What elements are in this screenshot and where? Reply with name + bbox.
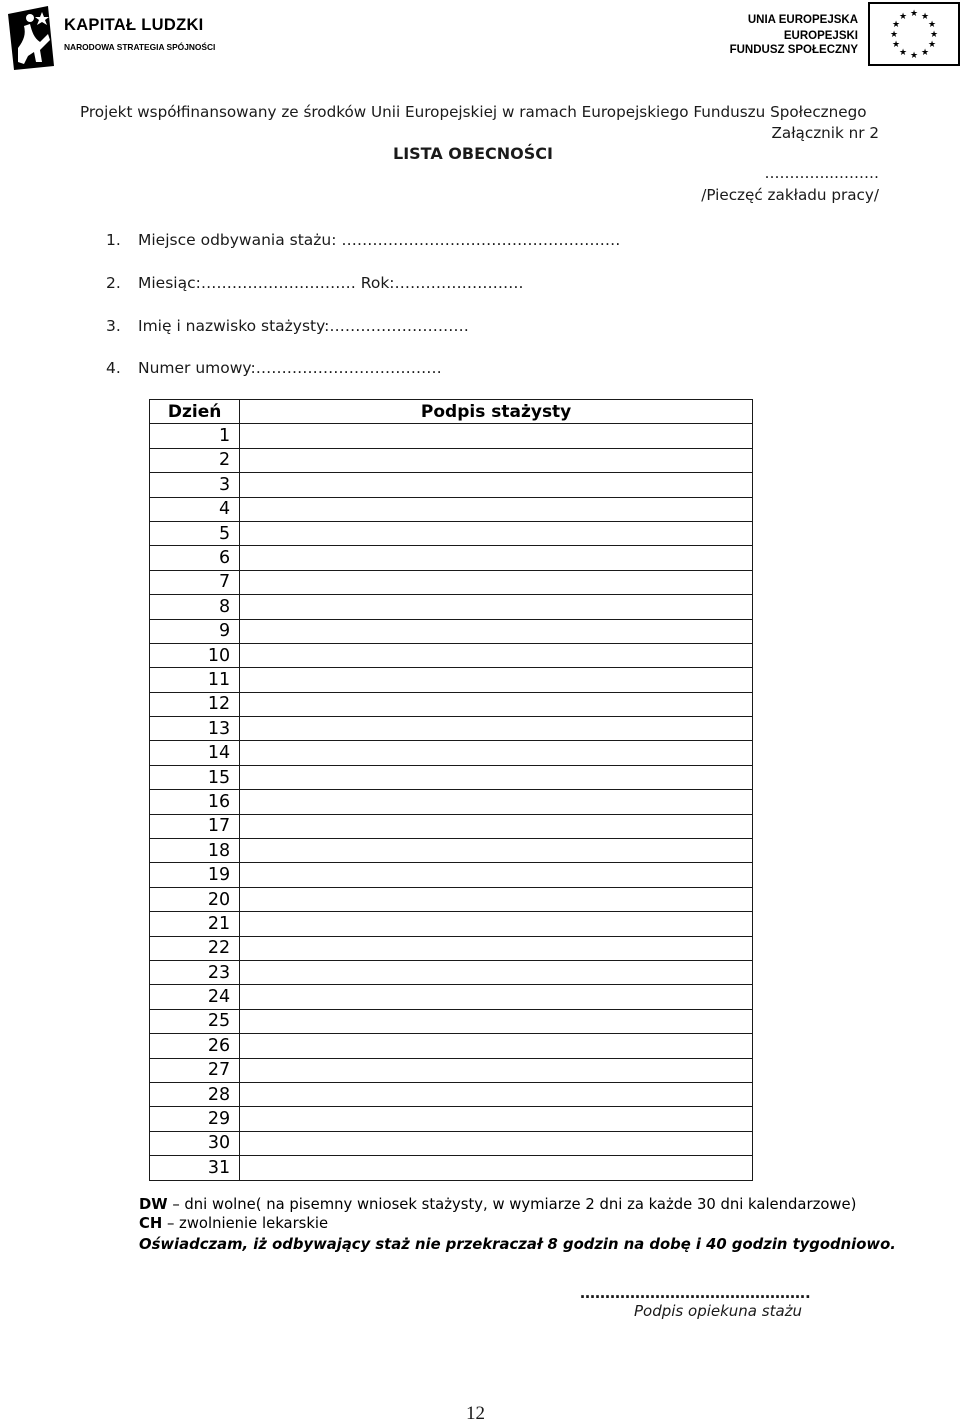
day-number-cell: 2 xyxy=(150,448,240,472)
day-number-cell: 3 xyxy=(150,473,240,497)
legend-dw-code: DW xyxy=(139,1196,168,1213)
day-number-cell: 29 xyxy=(150,1107,240,1131)
day-number-cell: 17 xyxy=(150,814,240,838)
field-number: 2. xyxy=(106,274,121,292)
svg-text:★: ★ xyxy=(891,40,901,50)
eu-line-1: UNIA EUROPEJSKA xyxy=(747,14,858,26)
table-row xyxy=(150,619,753,643)
day-number-cell: 13 xyxy=(150,717,240,741)
signature-cell[interactable] xyxy=(240,839,753,863)
kapital-ludzki-title: KAPITAŁ LUDZKI xyxy=(64,16,204,34)
svg-text:★: ★ xyxy=(891,20,901,30)
field-number: 3. xyxy=(106,317,121,335)
field-internship-place xyxy=(106,231,620,249)
signature-cell[interactable] xyxy=(240,619,753,643)
table-row xyxy=(150,448,753,472)
signature-cell[interactable] xyxy=(240,1034,753,1058)
field-intern-name xyxy=(106,317,469,335)
table-row xyxy=(150,814,753,838)
day-number-cell: 24 xyxy=(150,985,240,1009)
day-number-cell: 7 xyxy=(150,570,240,594)
day-number-cell: 12 xyxy=(150,692,240,716)
signature-cell[interactable] xyxy=(240,887,753,911)
svg-text:★: ★ xyxy=(898,48,908,58)
signature-cell[interactable] xyxy=(240,790,753,814)
table-row xyxy=(150,424,753,448)
day-number-cell: 20 xyxy=(150,887,240,911)
kapital-ludzki-subtitle: NARODOWA STRATEGIA SPÓJNOŚCI xyxy=(64,42,216,52)
signature-cell[interactable] xyxy=(240,1009,753,1033)
svg-text:★: ★ xyxy=(927,20,937,30)
field-month-year xyxy=(106,274,523,292)
signature-cell[interactable] xyxy=(240,448,753,472)
column-header-signature: Podpis stażysty xyxy=(240,400,753,424)
day-number-cell: 19 xyxy=(150,863,240,887)
field-text: Numer umowy:……………………………… xyxy=(138,359,442,377)
column-header-day: Dzień xyxy=(150,400,240,424)
table-row xyxy=(150,1058,753,1082)
stamp-label: /Pieczęć zakładu pracy/ xyxy=(701,186,879,204)
supervisor-signature-label: Podpis opiekuna stażu xyxy=(634,1302,803,1320)
table-row xyxy=(150,473,753,497)
field-text: Imię i nazwisko stażysty:……………………… xyxy=(138,317,469,335)
table-row xyxy=(150,1156,753,1180)
supervisor-signature-line: ………………………………………. xyxy=(580,1284,811,1302)
day-number-cell: 25 xyxy=(150,1009,240,1033)
legend-ch xyxy=(139,1215,328,1232)
table-row xyxy=(150,595,753,619)
table-row xyxy=(150,497,753,521)
day-number-cell: 30 xyxy=(150,1131,240,1155)
signature-cell[interactable] xyxy=(240,692,753,716)
day-number-cell: 5 xyxy=(150,521,240,545)
svg-text:★: ★ xyxy=(909,51,919,61)
eu-logo xyxy=(728,2,960,70)
table-row xyxy=(150,643,753,667)
day-number-cell: 10 xyxy=(150,643,240,667)
svg-text:★: ★ xyxy=(909,9,919,19)
signature-cell[interactable] xyxy=(240,985,753,1009)
table-row xyxy=(150,863,753,887)
signature-cell[interactable] xyxy=(240,424,753,448)
table-row xyxy=(150,521,753,545)
day-number-cell: 23 xyxy=(150,960,240,984)
signature-cell[interactable] xyxy=(240,1082,753,1106)
signature-cell[interactable] xyxy=(240,595,753,619)
day-number-cell: 21 xyxy=(150,912,240,936)
table-row xyxy=(150,912,753,936)
signature-cell[interactable] xyxy=(240,765,753,789)
page-number: 12 xyxy=(466,1403,485,1424)
day-number-cell: 8 xyxy=(150,595,240,619)
signature-cell[interactable] xyxy=(240,497,753,521)
signature-cell[interactable] xyxy=(240,912,753,936)
legend-dw-text: – dni wolne( na pisemny wniosek stażysty, w wymiarze 2 dni za każde 30 dni kalendarzowe) xyxy=(167,1196,857,1213)
table-row xyxy=(150,887,753,911)
signature-cell[interactable] xyxy=(240,521,753,545)
signature-cell[interactable] xyxy=(240,668,753,692)
signature-cell[interactable] xyxy=(240,1058,753,1082)
table-row xyxy=(150,960,753,984)
signature-cell[interactable] xyxy=(240,473,753,497)
eu-line-3: FUNDUSZ SPOŁECZNY xyxy=(729,44,858,56)
signature-cell[interactable] xyxy=(240,717,753,741)
document-title: LISTA OBECNOŚCI xyxy=(393,144,553,163)
table-row xyxy=(150,1131,753,1155)
field-number: 4. xyxy=(106,359,121,377)
day-number-cell: 16 xyxy=(150,790,240,814)
day-number-cell: 18 xyxy=(150,839,240,863)
table-row xyxy=(150,692,753,716)
legend-dw xyxy=(139,1196,856,1213)
day-number-cell: 14 xyxy=(150,741,240,765)
signature-cell[interactable] xyxy=(240,814,753,838)
table-row xyxy=(150,765,753,789)
day-number-cell: 28 xyxy=(150,1082,240,1106)
legend-ch-text: – zwolnienie lekarskie xyxy=(162,1215,329,1232)
annex-label: Załącznik nr 2 xyxy=(771,124,879,142)
signature-cell[interactable] xyxy=(240,936,753,960)
signature-cell[interactable] xyxy=(240,1156,753,1180)
signature-cell[interactable] xyxy=(240,546,753,570)
attendance-table-body xyxy=(150,424,753,1180)
table-row xyxy=(150,985,753,1009)
table-row xyxy=(150,839,753,863)
table-row xyxy=(150,717,753,741)
kapital-ludzki-logo xyxy=(4,4,224,70)
signature-cell[interactable] xyxy=(240,741,753,765)
signature-cell[interactable] xyxy=(240,643,753,667)
field-text: Miesiąc:………………………… Rok:……………………. xyxy=(138,274,524,292)
attendance-table xyxy=(149,399,753,1181)
day-number-cell: 9 xyxy=(150,619,240,643)
eu-flag-icon xyxy=(868,2,960,66)
table-row xyxy=(150,936,753,960)
eu-line-2: EUROPEJSKI xyxy=(783,30,858,42)
signature-cell[interactable] xyxy=(240,863,753,887)
hours-statement: Oświadczam, iż odbywający staż nie przekraczał 8 godzin na dobę i 40 godzin tygodniowo. xyxy=(139,1236,896,1253)
day-number-cell: 27 xyxy=(150,1058,240,1082)
table-row xyxy=(150,546,753,570)
table-row xyxy=(150,1107,753,1131)
svg-text:★: ★ xyxy=(889,30,899,40)
day-number-cell: 6 xyxy=(150,546,240,570)
signature-cell[interactable] xyxy=(240,570,753,594)
stamp-dots: …………..……… xyxy=(764,164,879,182)
day-number-cell: 22 xyxy=(150,936,240,960)
svg-text:★: ★ xyxy=(920,12,930,22)
table-row xyxy=(150,741,753,765)
signature-cell[interactable] xyxy=(240,1107,753,1131)
day-number-cell: 1 xyxy=(150,424,240,448)
table-header-row xyxy=(150,400,753,424)
table-row xyxy=(150,790,753,814)
signature-cell[interactable] xyxy=(240,960,753,984)
day-number-cell: 4 xyxy=(150,497,240,521)
svg-text:★: ★ xyxy=(920,48,930,58)
day-number-cell: 11 xyxy=(150,668,240,692)
field-text: Miejsce odbywania stażu: ……………………………………………… xyxy=(138,231,621,249)
kapital-ludzki-emblem-icon xyxy=(4,4,62,70)
table-row xyxy=(150,668,753,692)
svg-text:★: ★ xyxy=(898,12,908,22)
field-number: 1. xyxy=(106,231,121,249)
legend-ch-code: CH xyxy=(139,1215,163,1232)
signature-cell[interactable] xyxy=(240,1131,753,1155)
svg-text:★: ★ xyxy=(929,30,939,40)
day-number-cell: 26 xyxy=(150,1034,240,1058)
table-row xyxy=(150,1034,753,1058)
project-cofinancing-line: Projekt współfinansowany ze środków Unii Europejskiej w ramach Europejskiego Funduszu Społecznego xyxy=(80,103,867,121)
table-row xyxy=(150,1082,753,1106)
day-number-cell: 31 xyxy=(150,1156,240,1180)
svg-text:★: ★ xyxy=(927,40,937,50)
field-contract-number xyxy=(106,359,442,377)
day-number-cell: 15 xyxy=(150,765,240,789)
table-row xyxy=(150,570,753,594)
table-row xyxy=(150,1009,753,1033)
